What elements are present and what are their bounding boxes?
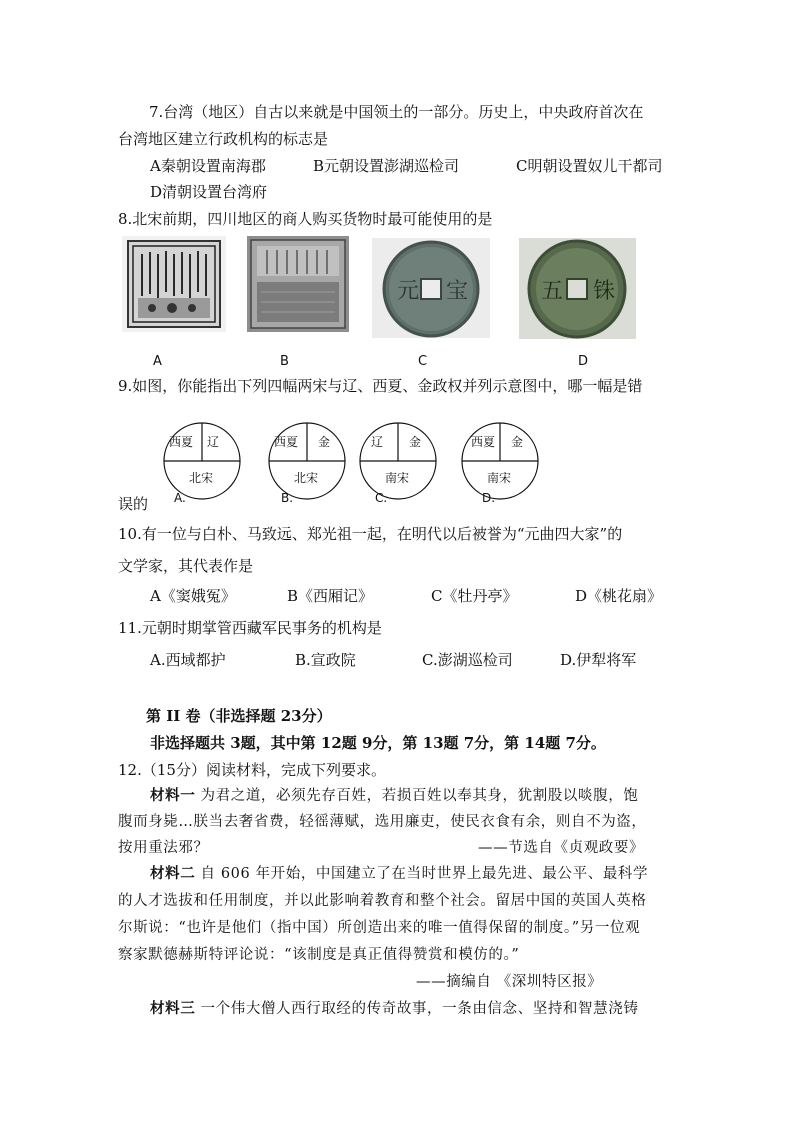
diagram-b-left-label: 西夏 [274,435,299,449]
q9-label-c: C. [375,491,388,505]
q12-material1-line2: 腹而身毙…朕当去奢省费，轻徭薄赋，选用廉吏，使民衣食有余，则自不为盗， [118,814,647,830]
q12-stem: 12.（15分）阅读材料，完成下列要求。 [118,761,386,779]
q11-option-d: D.伊犁将军 [560,651,637,669]
q8-image-b-banknote [247,236,349,332]
q8-image-d-coin [519,238,636,339]
q8-image-a-banknote [122,236,226,332]
diagram-b-bottom-label: 北宋 [294,471,319,485]
q9-label-a: A. [174,491,186,505]
diagram-d-left-label: 西夏 [471,435,496,449]
diagram-c-right-label: 金 [409,435,422,449]
q9-diagram-b [262,416,352,506]
diagram-a-bottom-label: 北宋 [189,471,214,485]
q12-material2-line3: 尔斯说：“也许是他们（指中国）所创造出来的唯一值得保留的制度。”另一位观 [118,920,641,936]
q12-material2-line1: 材料二 自 606 年开始，中国建立了在当时世界上最先进、最公平、最科学 [150,865,649,882]
q7-option-d: D清朝设置台湾府 [150,183,268,201]
q11-option-c: C.澎湖巡检司 [422,651,513,669]
q9-diagram-d [455,416,545,506]
q12-material1-line3: 按用重法邪？ [118,840,209,856]
material3-label: 材料三 [150,1000,196,1017]
q10-option-c: C《牡丹亭》 [431,587,518,605]
diagram-d-right-label: 金 [511,435,524,449]
q8-stem: 8.北宋前期，四川地区的商人购买货物时最可能使用的是 [118,210,493,228]
q12-material1-source: ——节选自《贞观政要》 [478,840,645,856]
q12-material3-line1: 材料三 一个伟大僧人西行取经的传奇故事，一条由信念、坚持和智慧浇铸 [150,1000,639,1017]
q11-stem: 11.元朝时期掌管西藏军民事务的机构是 [118,619,382,637]
q10-option-d: D《桃花扇》 [575,587,663,605]
q8-label-d: D [578,354,589,369]
q11-option-b: B.宣政院 [295,651,356,669]
q8-image-c-coin [372,238,490,338]
q9-diagram-a [157,416,247,506]
q12-material2-line4: 察家默德赫斯特评论说：“该制度是真正值得赞赏和模仿的。” [118,947,520,963]
q8-label-a: A [153,354,162,369]
q10-option-b: B《西厢记》 [287,587,374,605]
q7-option-c: C明朝设置奴儿干都司 [516,157,663,175]
q9-diagram-c [353,416,443,506]
q9-label-b: B. [281,491,294,505]
q9-label-d: D. [482,491,496,505]
diagram-c-left-label: 辽 [371,435,384,449]
diagram-a-left-label: 西夏 [169,435,194,449]
diagram-b-right-label: 金 [318,435,331,449]
q7-stem-line1: 7.台湾（地区）自古以来就是中国领土的一部分。历史上，中央政府首次在 [149,103,644,121]
q7-stem-line2: 台湾地区建立行政机构的标志是 [118,130,329,148]
diagram-a-right-label: 辽 [207,435,220,449]
svg-text:铢: 铢 [593,279,616,304]
q10-stem-line1: 10.有一位与白朴、马致远、郑光祖一起，在明代以后被誉为“元曲四大家”的 [118,525,623,543]
q12-material2-source: ——摘编自 《深圳特区报》 [416,974,603,990]
q8-label-b: B [280,354,289,369]
q10-stem-line2: 文学家，其代表作是 [118,557,254,575]
part2-title: 第 II 卷（非选择题 23分） [146,707,332,725]
q12-material1-line1: 材料一 为君之道，必须先存百姓，若损百姓以奉其身，犹割股以啖腹，饱 [150,787,639,804]
q9-stem-line1: 9.如图，你能指出下列四幅两宋与辽、西夏、金政权并列示意图中，哪一幅是错 [118,377,643,395]
q7-option-b: B元朝设置澎湖巡检司 [313,157,460,175]
q8-label-c: C [418,354,428,369]
material2-label: 材料二 [150,865,196,882]
q12-material2-line2: 的人才选拔和任用制度，并以此影响着教育和整个社会。留居中国的英国人英格 [118,893,647,909]
svg-text:宝: 宝 [446,279,469,304]
material1-label: 材料一 [150,787,196,804]
diagram-c-bottom-label: 南宋 [385,471,410,485]
svg-text:元: 元 [397,279,420,304]
q10-option-a: A《窦娥冤》 [150,587,236,605]
q7-option-a: A秦朝设置南海郡 [150,157,266,175]
svg-text:五: 五 [541,279,564,304]
diagram-d-bottom-label: 南宋 [487,471,512,485]
q11-option-a: A.西域都护 [150,651,226,669]
q9-stem-line2: 误的 [118,495,149,513]
part2-note: 非选择题共 3题，其中第 12题 9分，第 13题 7分，第 14题 7分。 [150,734,606,752]
